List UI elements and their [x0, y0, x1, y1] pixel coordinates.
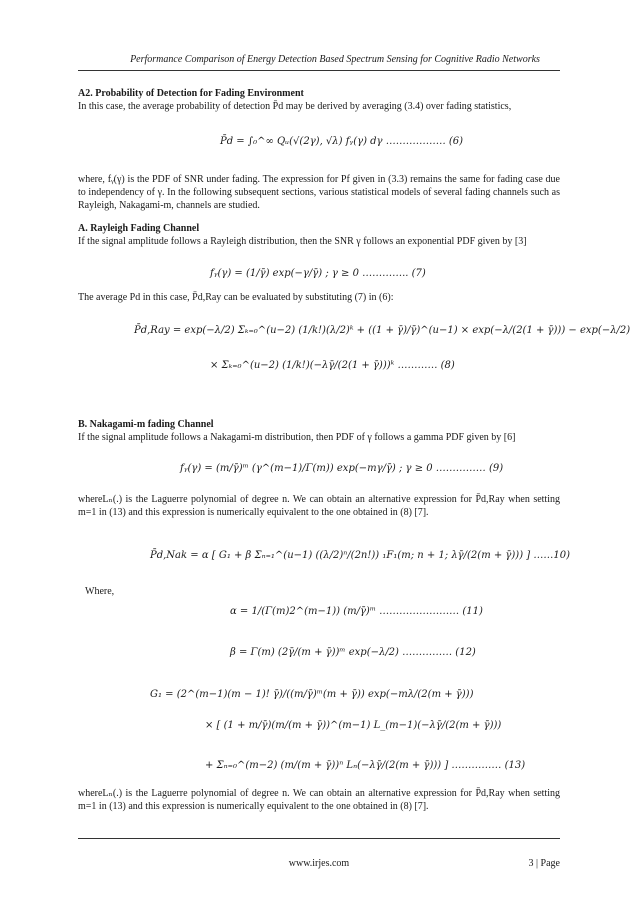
- footer-page-number: 3 | Page: [528, 858, 560, 869]
- equation-13-line-2: × [ (1 + m/γ̄)(m/(m + γ̄))^(m−1) L_(m−1)(−λγ̄/(2(m + γ̄))): [205, 720, 502, 731]
- paragraph-laguerre: whereLₙ(.) is the Laguerre polynomial of degree n. We can obtain an alternative expression for P̄d,Ray when setting m=1 in (13) and this expression is numerically equivalent to the one obtained in (8) [7].: [78, 788, 560, 812]
- paragraph-a2-intro: In this case, the average probability of detection P̄d may be derived by averaging (3.4) over fading statistics,: [78, 101, 512, 112]
- paragraph-rayleigh-after: The average Pd in this case, P̄d,Ray can be evaluated by substituting (7) in (6):: [78, 292, 394, 303]
- equation-6: P̄d = ∫₀^∞ Qᵤ(√(2γ), √λ) fᵧ(γ) dγ ……………… (6): [220, 136, 464, 147]
- paragraph-a2-after: where, fᵧ(γ) is the PDF of SNR under fading. The expression for Pf given in (3.3) remains the same for fading case due to independency of γ. In the following subsequent sections, various statistical models of several fading channels such as Rayleigh, Nakagami-m, channels are studied.: [78, 174, 560, 211]
- equation-13-line-1: G₁ = (2^(m−1)(m − 1)! γ̄)/((m/γ̄)ᵐ(m + γ̄)) exp(−mλ/(2(m + γ̄))): [150, 689, 474, 700]
- equation-11: α = 1/(Γ(m)2^(m−1)) (m/γ̄)ᵐ …………………… (11): [230, 606, 483, 617]
- section-heading-a2: A2. Probability of Detection for Fading Environment: [78, 88, 304, 99]
- equation-8-line-1: P̄d,Ray = exp(−λ/2) Σₖ₌₀^(u−2) (1/k!)(λ/2)ᵏ + ((1 + γ̄)/γ̄)^(u−1) × exp(−λ/(2(1 + γ̄))) − exp(−λ/2): [134, 325, 631, 336]
- equation-8-line-2: × Σₖ₌₀^(u−2) (1/k!)(−λγ̄/(2(1 + γ̄)))ᵏ ………… (8): [210, 360, 455, 371]
- section-heading-nakagami: B. Nakagami-m fading Channel: [78, 419, 214, 430]
- equation-7: fᵧ(γ) = (1/γ̄) exp(−γ/γ̄) ; γ ≥ 0 ………….. (7): [210, 268, 426, 279]
- footer-url: www.irjes.com: [288, 858, 350, 869]
- where-label: Where,: [85, 586, 115, 597]
- equation-9: fᵧ(γ) = (m/γ̄)ᵐ (γ^(m−1)/Γ(m)) exp(−mγ/γ̄) ; γ ≥ 0 …………… (9): [180, 463, 504, 474]
- equation-12: β = Γ(m) (2γ̄/(m + γ̄))ᵐ exp(−λ/2) …………… (12): [230, 647, 476, 658]
- header-rule: [78, 70, 560, 71]
- running-header: Performance Comparison of Energy Detection Based Spectrum Sensing for Cognitive Radio Networks: [130, 54, 540, 65]
- equation-10: P̄d,Nak = α [ G₁ + β Σₙ₌₁^(u−1) ((λ/2)ⁿ/(2n!)) ₁F₁(m; n + 1; λγ̄/(2(m + γ̄))) ] ……10): [150, 550, 570, 561]
- paragraph-rayleigh-intro: If the signal amplitude follows a Rayleigh distribution, then the SNR γ follows an exponential PDF given by [3]: [78, 236, 527, 247]
- paragraph-nakagami-intro: If the signal amplitude follows a Nakagami-m distribution, then PDF of γ follows a gamma PDF given by [6]: [78, 432, 516, 443]
- section-heading-rayleigh: A. Rayleigh Fading Channel: [78, 223, 200, 234]
- footer-rule: [78, 838, 560, 839]
- equation-13-line-3: + Σₙ₌₀^(m−2) (m/(m + γ̄))ⁿ Lₙ(−λγ̄/(2(m + γ̄))) ] …………… (13): [205, 760, 526, 771]
- paragraph-nakagami-after: whereLₙ(.) is the Laguerre polynomial of degree n. We can obtain an alternative expression for P̄d,Ray when setting m=1 in (13) and this expression is numerically equivalent to the one obtained in (8) [7].: [78, 494, 560, 518]
